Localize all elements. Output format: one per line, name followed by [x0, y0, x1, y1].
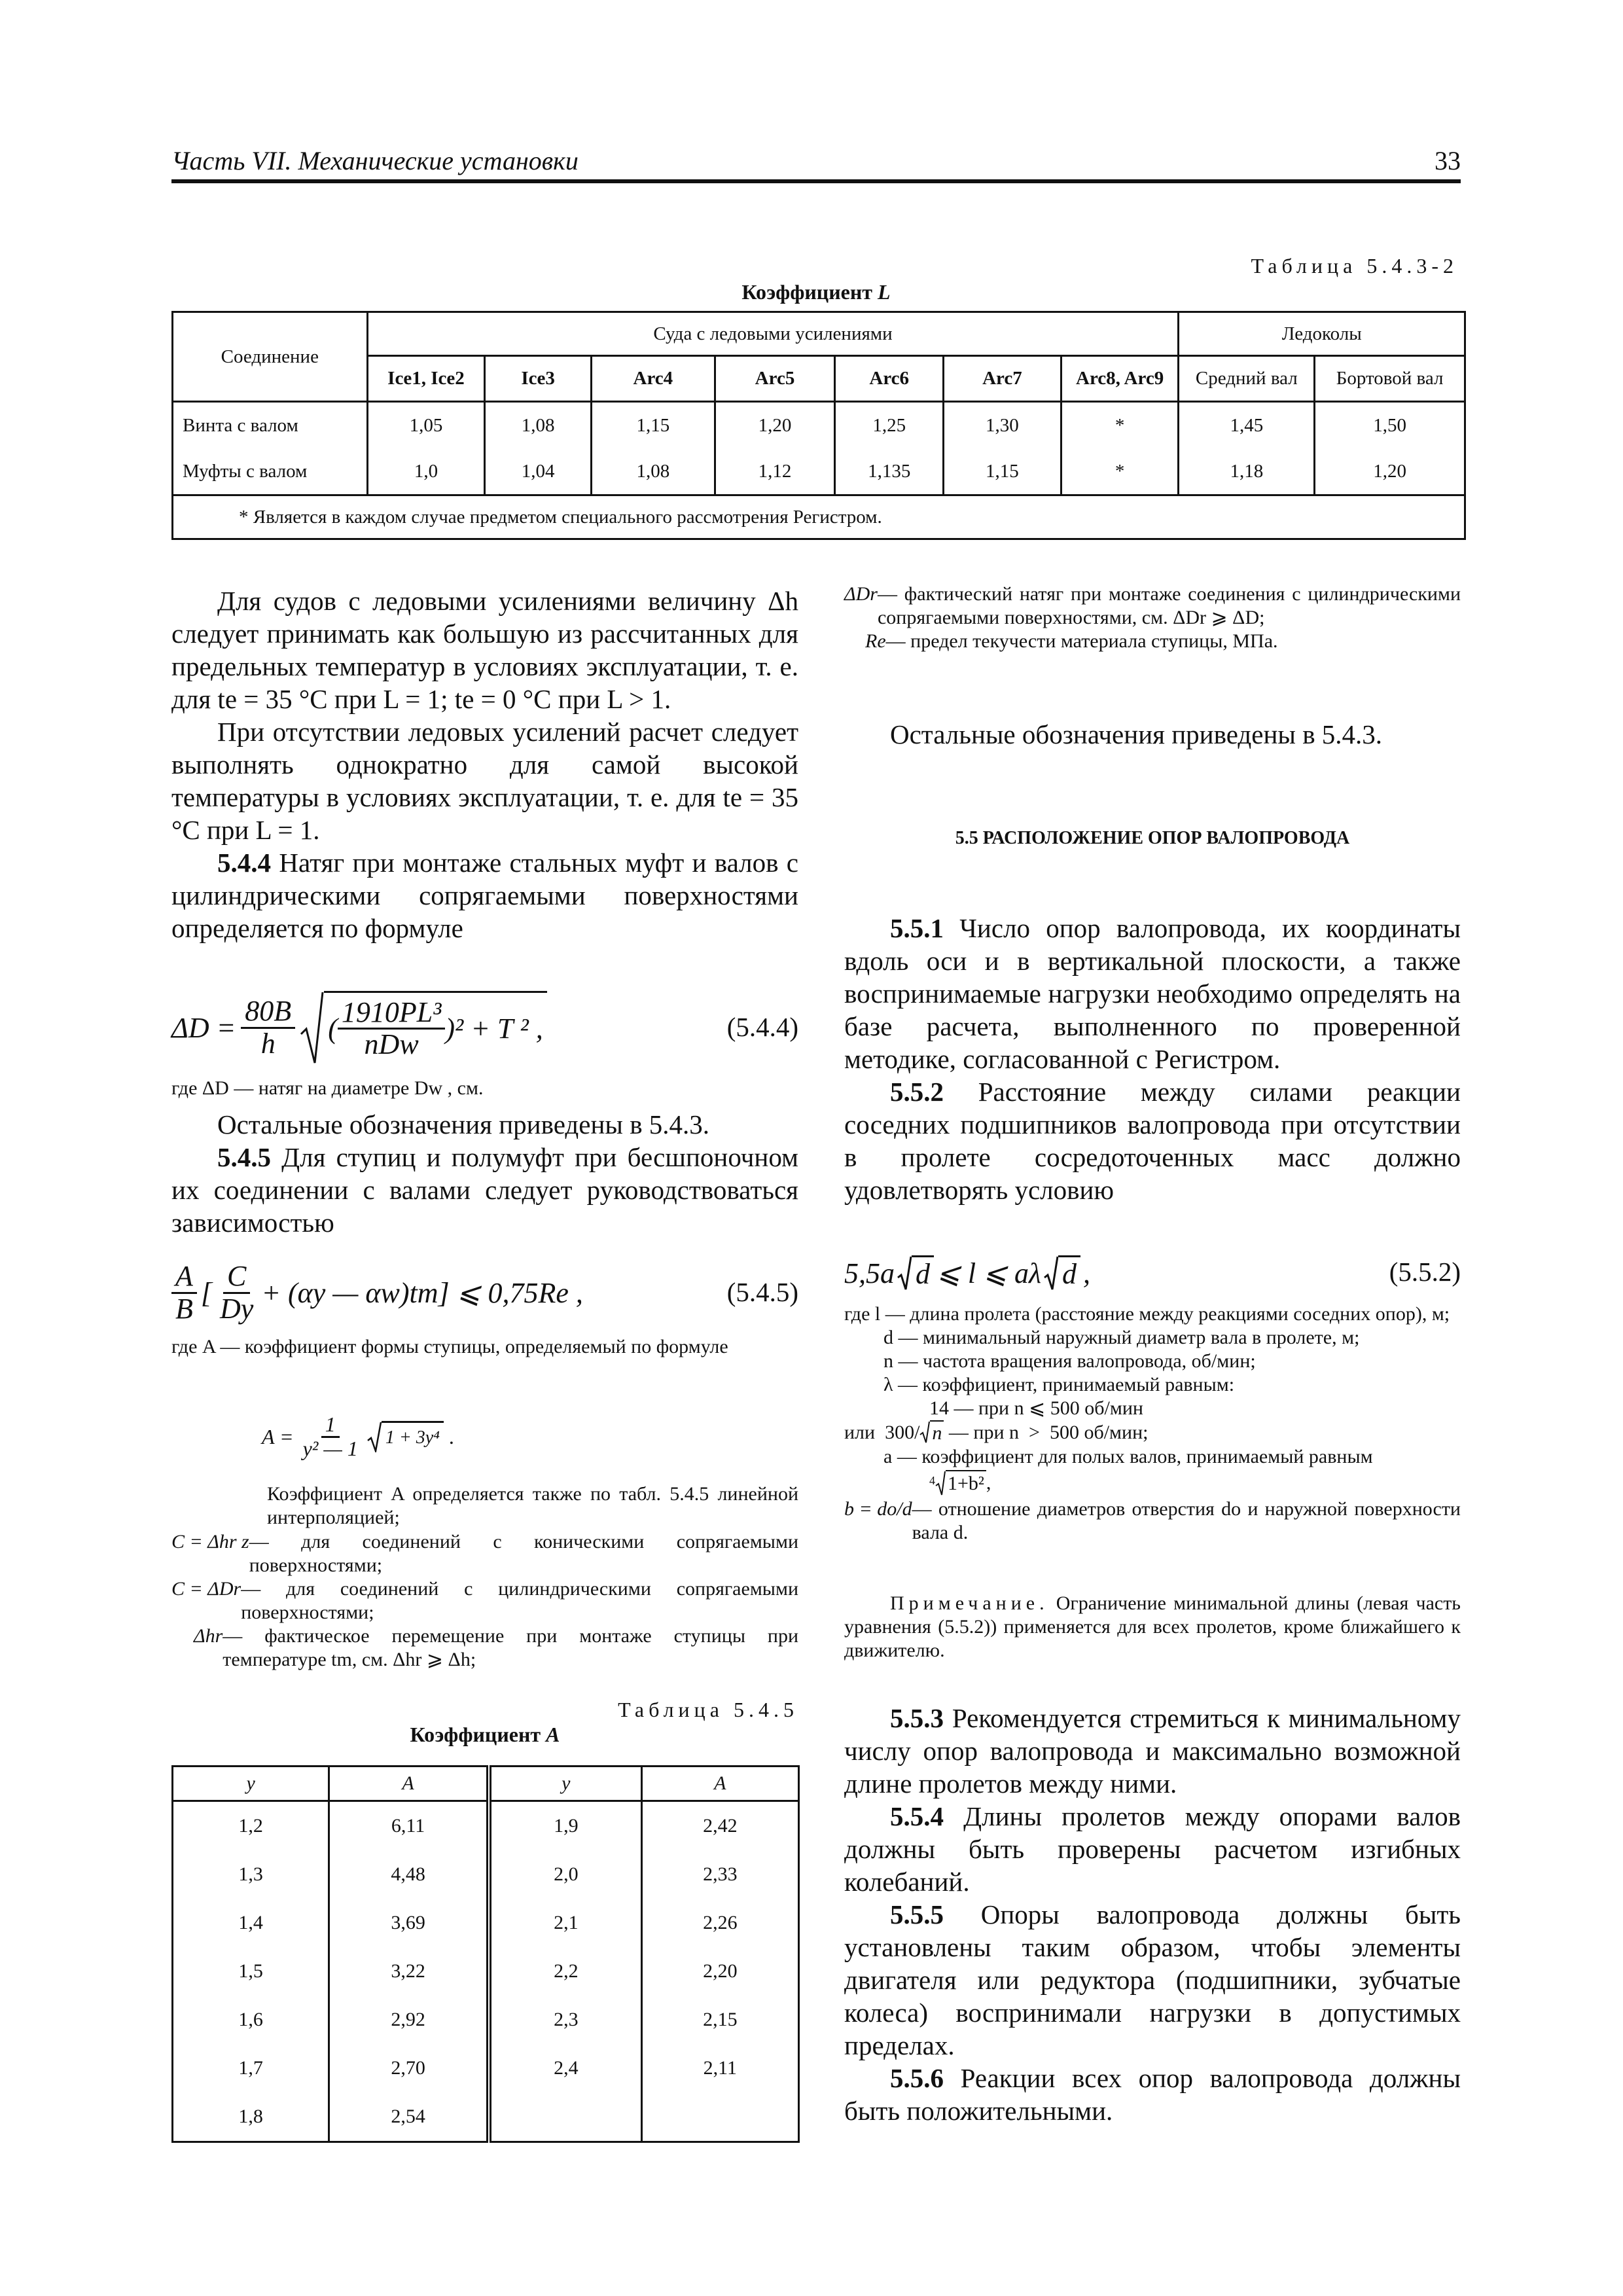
table-cell: 1,0	[367, 448, 485, 495]
table-cell: 2,20	[641, 1947, 798, 1996]
equation-5-4-4	[171, 985, 798, 1070]
table-title-text: Коэффициент	[741, 280, 878, 304]
table-row	[173, 2092, 799, 2142]
table-cell: 2,33	[641, 1850, 798, 1899]
col-ice1-ice2: Ice1, Ice2	[367, 356, 485, 402]
eq-sqrt	[897, 1255, 934, 1291]
table-cell: 6,11	[329, 1801, 489, 1851]
col-ice3: Ice3	[485, 356, 592, 402]
eq-numerator: C	[223, 1261, 250, 1293]
table-cell: 1,20	[715, 402, 835, 449]
paragraph-5-5-3	[844, 1702, 1461, 1800]
def-symbol: Δhr	[194, 1625, 223, 1647]
eq-fraction	[216, 1261, 257, 1323]
eq-radicand: 1 + 3y⁴	[382, 1421, 444, 1452]
page-number: 33	[1435, 146, 1461, 175]
eq-sqrt	[1044, 1255, 1080, 1291]
running-title: Часть VII. Механические установки	[171, 146, 579, 175]
left-column-text	[171, 584, 798, 944]
def-text: — для соединений с коническими сопрягаемыми поверхностями;	[249, 1531, 798, 1576]
eq-radicand: 1+b²	[946, 1470, 986, 1496]
table-cell: 2,2	[489, 1947, 641, 1996]
eq-numerator: 80B	[241, 996, 295, 1028]
left-column-text-2	[171, 1108, 798, 1239]
clause-number: 5.5.3	[890, 1703, 944, 1733]
eq-lhs: A =	[262, 1424, 294, 1448]
col-arc6: Arc6	[835, 356, 944, 402]
right-column-text-2	[844, 1702, 1461, 2127]
eq-sqrt	[367, 1421, 444, 1452]
table-title-var: A	[546, 1723, 560, 1746]
definition-Re	[844, 630, 1461, 653]
table-row	[173, 2044, 799, 2092]
table-cell: 1,45	[1179, 402, 1315, 449]
clause-number: 5.4.4	[217, 848, 271, 878]
radical-sign	[300, 991, 324, 1064]
equation-A	[262, 1407, 454, 1466]
where-text: ,	[986, 1472, 991, 1494]
clause-number: 5.5.1	[890, 913, 944, 943]
table-label: Таблица 5.4.3-2	[1251, 254, 1458, 278]
eq-denominator: Dy	[220, 1292, 254, 1325]
where-item: λ — коэффициент, принимаемый равным:	[883, 1374, 1235, 1395]
page-header	[171, 145, 1461, 183]
where-item	[844, 1420, 1461, 1445]
paragraph-5-5-6	[844, 2062, 1461, 2127]
eq-radicand: n	[930, 1420, 944, 1445]
clause-text: Натяг при монтаже стальных муфт и валов с цилиндрическими сопрягаемыми поверхностями определяется по формуле	[171, 848, 798, 943]
definition-A2: Коэффициент A определяется также по табл. 5.4.5 линейной интерполяцией;	[267, 1483, 798, 1528]
definition-C1	[171, 1530, 798, 1577]
table-cell: 1,6	[173, 1996, 329, 2044]
eq-numerator: 1910PL³	[338, 997, 446, 1030]
eq-radicand: d	[912, 1255, 934, 1291]
table-row	[173, 1899, 799, 1947]
header-icebreakers: Ледоколы	[1179, 312, 1465, 356]
header-ice-vessels: Суда с ледовыми усилениями	[367, 312, 1179, 356]
paragraph-5-5-4	[844, 1800, 1461, 1898]
paragraph: Для судов с ледовыми усилениями величину Δh следует принимать как большую из рассчитанных для предельных температур в условиях эксплуатации, т. е. для te = 35 °С при L = 1; te = 0 °С при L > 1.	[171, 586, 798, 714]
table-cell: 2,4	[489, 2044, 641, 2092]
equation-tag: (5.5.2)	[1389, 1257, 1461, 1287]
eq-end: .	[448, 1424, 454, 1448]
clause-number: 5.5.2	[890, 1077, 944, 1107]
def-symbol: Re	[865, 630, 886, 652]
table-cell: 2,15	[641, 1996, 798, 2044]
def-text: — отношение диаметров отверстия do и наружной поверхности вала d.	[912, 1498, 1461, 1543]
paragraph-5-5-1	[844, 912, 1461, 1075]
table-title-var: L	[878, 280, 891, 304]
equation-tag: (5.4.5)	[726, 1277, 798, 1307]
eq-term: ⩽ l ⩽ aλ	[936, 1257, 1042, 1289]
eq-denominator: B	[175, 1292, 193, 1325]
col-A: A	[641, 1767, 798, 1801]
table-cell: 1,8	[173, 2092, 329, 2142]
table-cell: 1,15	[944, 448, 1061, 495]
clause-text: Расстояние между силами реакции соседних подшипников валопровода при отсутствии в пролете сосредоточенных масс должно удовлетворять условию	[844, 1077, 1461, 1205]
clause-text: Реакции всех опор валопровода должны быть положительными.	[844, 2063, 1461, 2126]
coefficient-A-table	[171, 1765, 800, 2143]
definition-A: где A — коэффициент формы ступицы, определяемый по формуле	[171, 1336, 728, 1357]
section-heading-5-5: 5.5 РАСПОЛОЖЕНИЕ ОПОР ВАЛОПРОВОДА	[955, 828, 1350, 848]
table-cell: 1,08	[592, 448, 715, 495]
col-y: y	[489, 1767, 641, 1801]
table-cell: 1,5	[173, 1947, 329, 1996]
clause-text: Число опор валопровода, их координаты вдоль оси и в вертикальной плоскости, а также воспринимаемые нагрузки необходимо определять на базе расчета, выполненного по проверенной методике, согласованной с Регистром.	[844, 913, 1461, 1074]
eq-numerator: A	[171, 1261, 197, 1293]
table-row	[173, 1801, 799, 1851]
equation-tag: (5.4.4)	[726, 1012, 798, 1042]
table-row	[173, 1996, 799, 2044]
clause-number: 5.5.6	[890, 2063, 944, 2093]
col-side-shaft: Бортовой вал	[1315, 356, 1465, 402]
note-label: Примечание.	[890, 1592, 1049, 1614]
table-cell: 3,22	[329, 1947, 489, 1996]
equation-5-4-5: $\frac{A}{B}$ [ $\frac{C}{Dy}$ + (αy — αw)tm] ⩽ 0,75Re , (5.4.5)	[171, 1257, 798, 1329]
definition-C2	[171, 1577, 798, 1624]
note-text: Ограничение минимальной длины (левая часть уравнения (5.5.2)) применяется для всех пролетов, кроме ближайшего к движителю.	[844, 1592, 1461, 1661]
paragraph-5-4-5	[171, 1141, 798, 1239]
definitions-list	[171, 1530, 798, 1672]
eq-sqrt	[919, 1420, 944, 1445]
table-cell: 1,08	[485, 402, 592, 449]
def-symbol: ΔDr	[844, 583, 878, 605]
def-text: — предел текучести материала ступицы, МПа.	[885, 630, 1278, 652]
table-cell: 2,92	[329, 1996, 489, 2044]
col-arc5: Arc5	[715, 356, 835, 402]
row-label: Винта с валом	[173, 402, 368, 449]
table-title	[171, 1723, 798, 1747]
paragraph: Остальные обозначения приведены в 5.4.3.	[217, 1109, 710, 1139]
table-row	[173, 1947, 799, 1996]
table-cell: 2,3	[489, 1996, 641, 2044]
def-text: — фактическое перемещение при монтаже ступицы при температуре tm, см. Δhr ⩾ Δh;	[223, 1625, 798, 1670]
clause-number: 5.5.4	[890, 1801, 944, 1831]
table-cell: 1,05	[367, 402, 485, 449]
where-item	[844, 1469, 1461, 1498]
col-A: A	[329, 1767, 489, 1801]
table-cell: 2,42	[641, 1801, 798, 1851]
note	[844, 1592, 1461, 1662]
where-item	[844, 1498, 1461, 1545]
table-cell: 3,69	[329, 1899, 489, 1947]
clause-text: Опоры валопровода должны быть установлены таким образом, чтобы элементы двигателя или редуктора (подшипники, зубчатые колеса) воспринимали нагрузки в допустимых пределах.	[844, 1899, 1461, 2060]
where-item: d — минимальный наружный диаметр вала в пролете, м;	[883, 1327, 1360, 1348]
where-item: 14 — при n ⩽ 500 об/мин	[929, 1397, 1143, 1419]
where-text: — при n > 500 об/мин;	[944, 1422, 1149, 1443]
table-cell: 1,20	[1315, 448, 1465, 495]
table-cell: 4,48	[329, 1850, 489, 1899]
right-column-text	[844, 912, 1461, 1206]
table-cell: 2,54	[329, 2092, 489, 2142]
where-list	[844, 1302, 1461, 1545]
table-cell	[641, 2092, 798, 2142]
eq-tail: )² + T ² ,	[445, 1013, 543, 1045]
table-cell: *	[1061, 448, 1179, 495]
table-cell: *	[1061, 402, 1179, 449]
eq-numerator: 1	[321, 1414, 340, 1438]
table-cell: 1,7	[173, 2044, 329, 2092]
table-cell: 1,15	[592, 402, 715, 449]
col-y: y	[173, 1767, 329, 1801]
table-cell: 2,70	[329, 2044, 489, 2092]
eq-sqrt: ( $\frac{\text{1910PL³}}{\text{nDw}}$ )² + T ² ,	[300, 991, 547, 1064]
table-cell: 1,9	[489, 1801, 641, 1851]
equation-where: где ΔD — натяг на диаметре Dw , см.	[171, 1077, 484, 1099]
clause-number: 5.4.5	[217, 1142, 271, 1172]
paragraph-5-4-4	[171, 846, 798, 944]
table-cell: 1,25	[835, 402, 944, 449]
table-cell: 1,2	[173, 1801, 329, 1851]
table-cell: 1,12	[715, 448, 835, 495]
radical-sign	[1044, 1255, 1058, 1291]
paragraph: При отсутствии ледовых усилений расчет следует выполнять однократно для самой высокой температуры в условиях эксплуатации, т. е. для te = 35 °С при L = 1.	[171, 717, 798, 845]
eq-inner-fraction	[338, 997, 446, 1060]
definition-dDr	[844, 583, 1461, 630]
col-middle-shaft: Средний вал	[1179, 356, 1315, 402]
row-label: Муфты с валом	[173, 448, 368, 495]
where-item: a — коэффициент для полых валов, принимаемый равным	[883, 1446, 1373, 1467]
header-connection: Соединение	[173, 312, 368, 402]
paragraph-5-5-2	[844, 1075, 1461, 1206]
eq-fraction	[241, 996, 295, 1058]
right-paragraph	[844, 718, 1461, 751]
def-symbol: b = do/d	[844, 1498, 912, 1520]
table-cell: 1,4	[173, 1899, 329, 1947]
def-symbol: C = ΔDr	[171, 1578, 241, 1600]
radical-sign	[367, 1421, 382, 1452]
eq-fraction	[171, 1261, 197, 1323]
table-title-text: Коэффициент	[410, 1723, 546, 1746]
eq-denominator: y² — 1	[302, 1436, 358, 1460]
eq-fraction	[299, 1414, 362, 1460]
definition-dh	[171, 1624, 798, 1672]
table-cell: 1,04	[485, 448, 592, 495]
eq-term: 5,5a	[844, 1257, 895, 1289]
clause-number: 5.5.5	[890, 1899, 944, 1929]
radical-sign	[919, 1420, 930, 1444]
eq-body: + (αy — αw)tm] ⩽ 0,75Re ,	[261, 1276, 583, 1309]
eq-denominator: h	[260, 1027, 276, 1060]
col-arc4: Arc4	[592, 356, 715, 402]
clause-text: Длины пролетов между опорами валов должны быть проверены расчетом изгибных колебаний.	[844, 1801, 1461, 1897]
eq-radicand: d	[1058, 1255, 1080, 1291]
paragraph: Остальные обозначения приведены в 5.4.3.	[890, 719, 1383, 749]
table-cell: 1,18	[1179, 448, 1315, 495]
eq-sqrt	[935, 1470, 986, 1496]
table-cell: 2,1	[489, 1899, 641, 1947]
col-arc7: Arc7	[944, 356, 1061, 402]
table-row	[173, 448, 1465, 495]
col-arc8-arc9: Arc8, Arc9	[1061, 356, 1179, 402]
def-text: — фактический натяг при монтаже соединения с цилиндрическими сопрягаемыми поверхностями, см. ΔDr ⩾ ΔD;	[877, 583, 1461, 628]
table-cell: 2,0	[489, 1850, 641, 1899]
where-text: или 300/	[844, 1422, 920, 1443]
root-index: 4	[929, 1474, 935, 1487]
def-symbol: C = Δhr z	[171, 1531, 249, 1552]
where-item: где l — длина пролета (расстояние между реакциями соседних опор), м;	[844, 1303, 1450, 1325]
table-footnote: * Является в каждом случае предметом специального рассмотрения Регистром.	[173, 495, 1465, 539]
def-text: — для соединений с цилиндрическими сопрягаемыми поверхностями;	[241, 1578, 798, 1623]
eq-lhs: ΔD =	[171, 1011, 236, 1044]
eq-denominator: nDw	[364, 1028, 419, 1060]
radical-sign	[935, 1470, 946, 1496]
equation-5-5-2	[844, 1247, 1461, 1299]
table-cell: 2,26	[641, 1899, 798, 1947]
table-title	[171, 280, 1461, 304]
coefficient-L-table	[171, 311, 1466, 540]
table-cell: 1,50	[1315, 402, 1465, 449]
clause-text: Рекомендуется стремиться к минимальному числу опор валопровода и максимально возможной длине пролетов между ними.	[844, 1703, 1461, 1799]
table-row	[173, 1850, 799, 1899]
right-definitions	[844, 583, 1461, 653]
table-row	[173, 402, 1465, 449]
table-cell	[489, 2092, 641, 2142]
table-cell: 1,30	[944, 402, 1061, 449]
table-cell: 2,11	[641, 2044, 798, 2092]
eq-end: ,	[1083, 1257, 1091, 1289]
table-label: Таблица 5.4.5	[618, 1698, 798, 1721]
where-item: n — частота вращения валопровода, об/мин;	[883, 1350, 1256, 1372]
clause-text: Для ступиц и полумуфт при бесшпоночном их соединении с валами следует руководствоваться зависимостью	[171, 1142, 798, 1238]
paragraph-5-5-5	[844, 1898, 1461, 2062]
table-cell: 1,3	[173, 1850, 329, 1899]
table-cell: 1,135	[835, 448, 944, 495]
radical-sign	[897, 1255, 912, 1291]
